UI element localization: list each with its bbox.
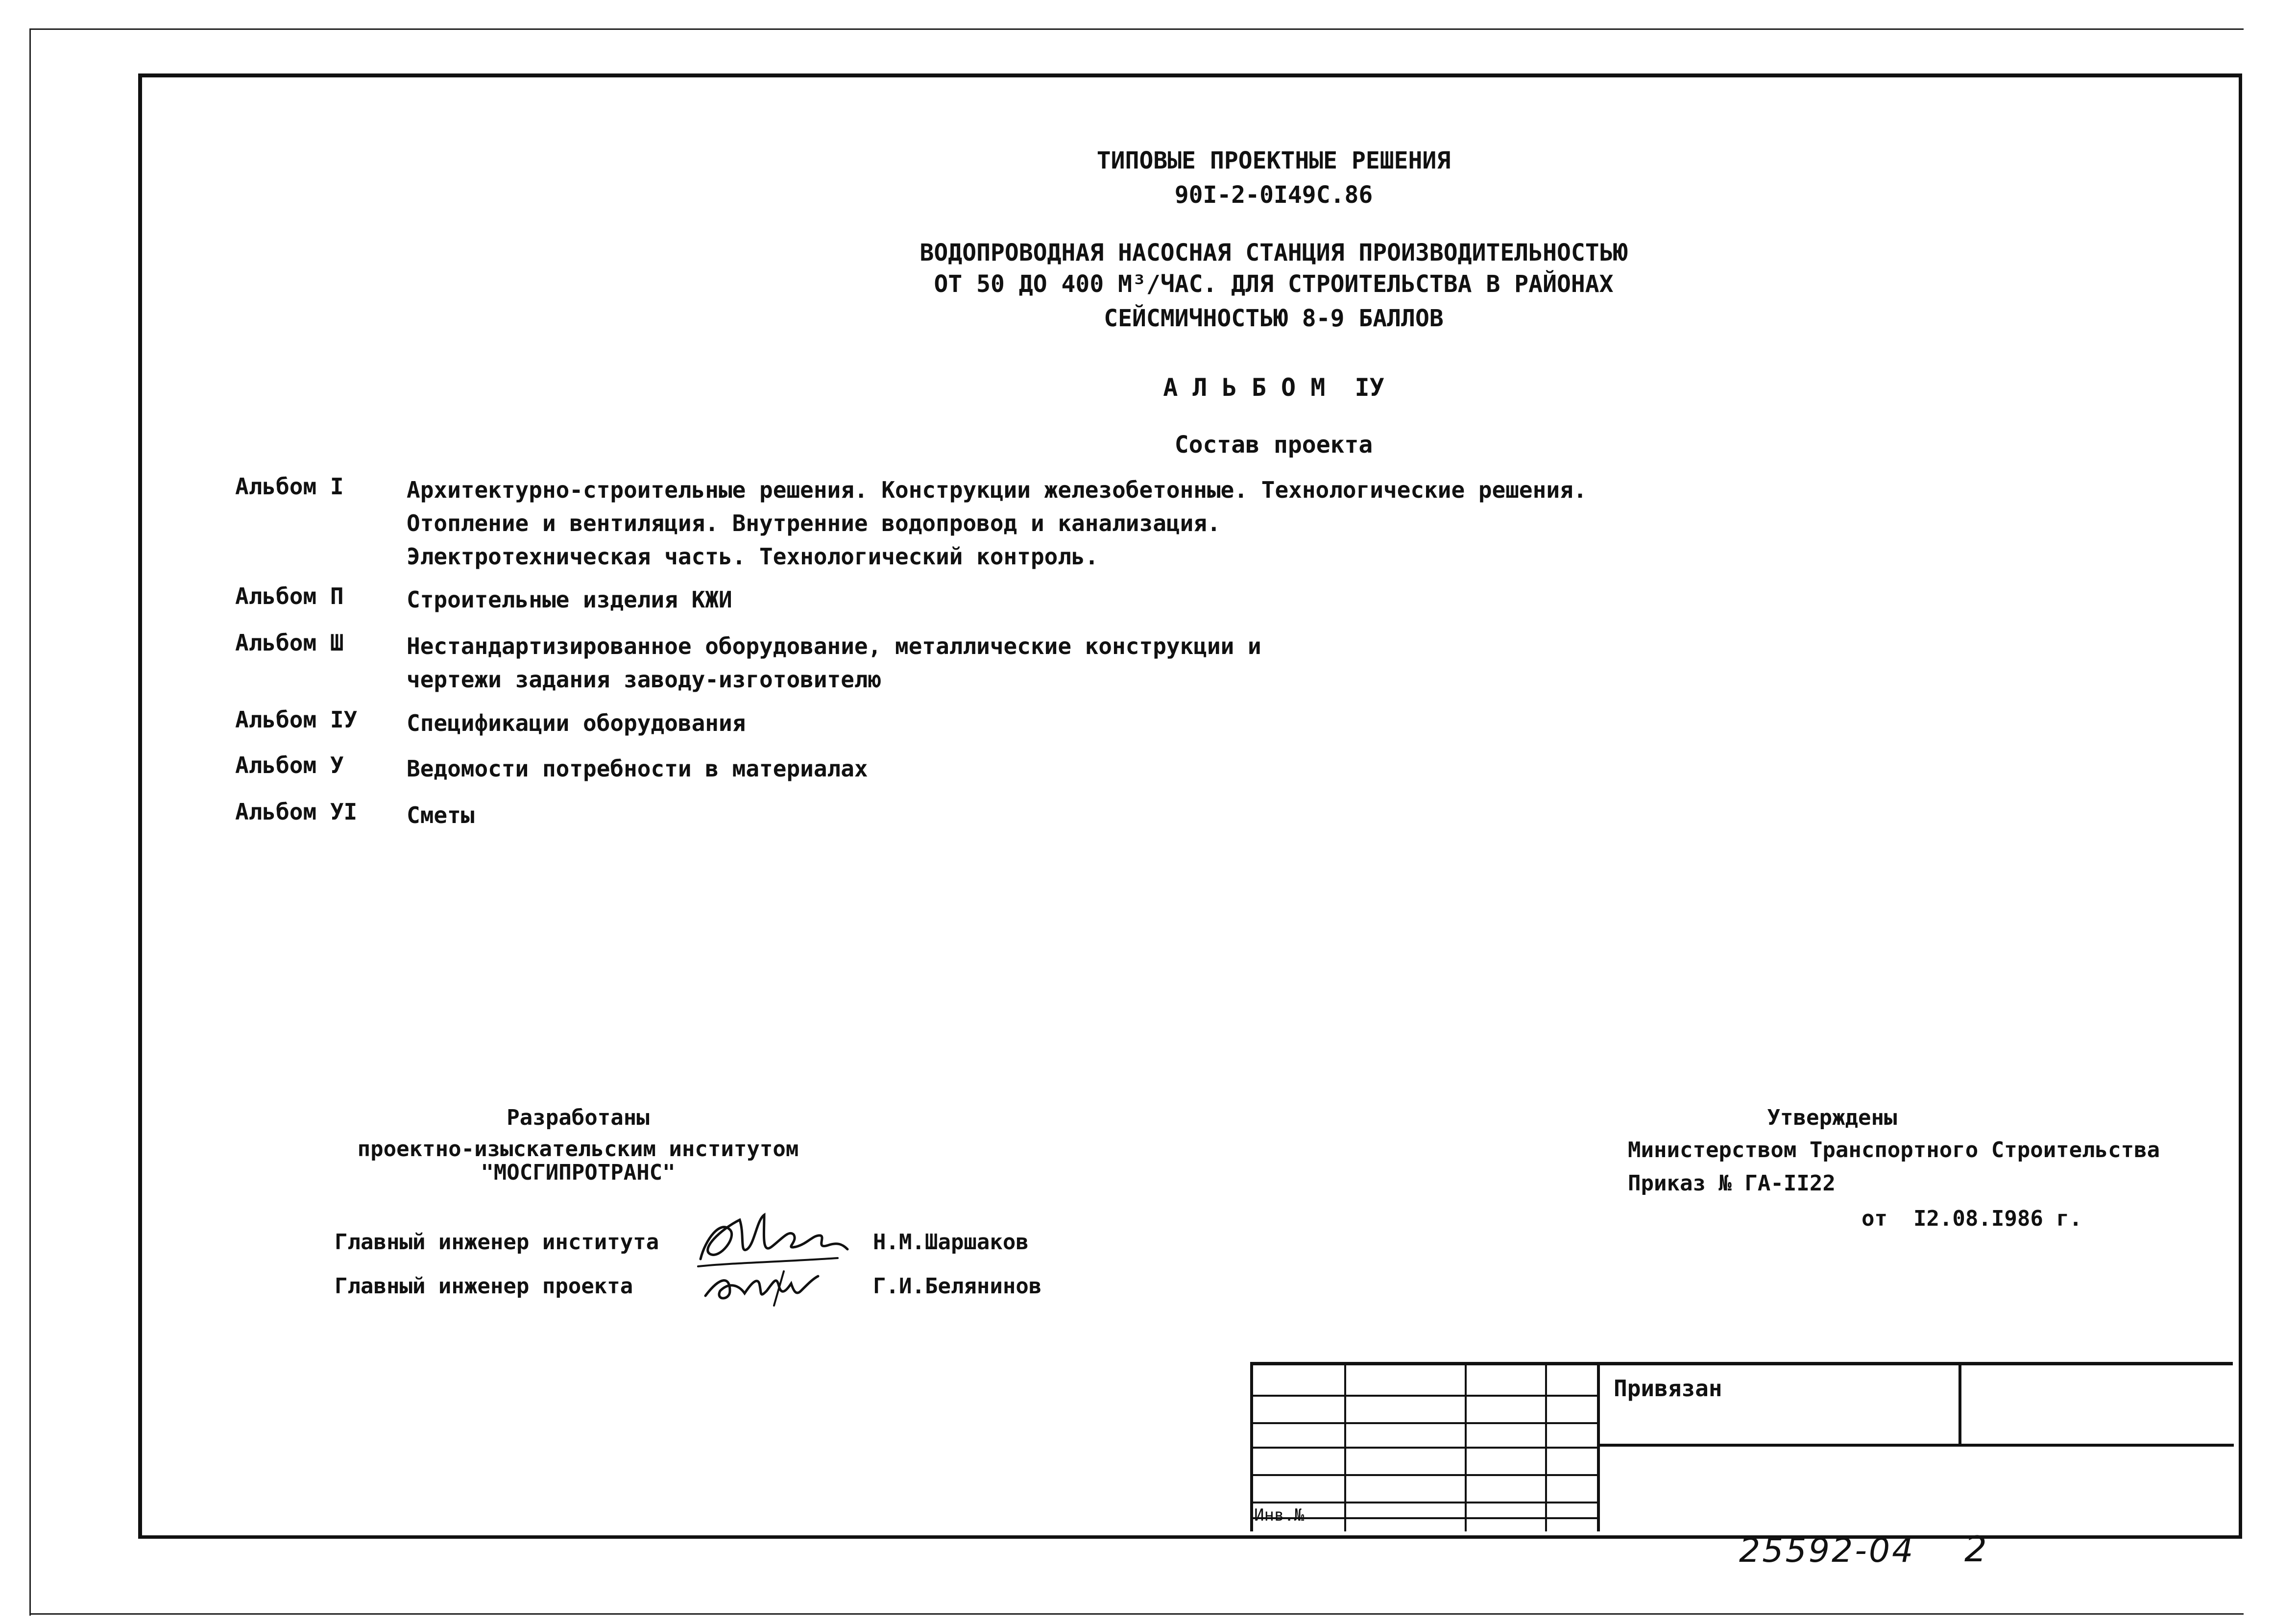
series-title: ТИПОВЫЕ ПРОЕКТНЫЕ РЕШЕНИЯ	[1096, 147, 1451, 174]
scan-edge-bottom	[29, 1613, 2244, 1615]
chief-project-label: Главный инженер проекта	[335, 1274, 633, 1299]
title-stamp	[1250, 1362, 2233, 1531]
album-row-6	[235, 799, 474, 832]
stamp-hline	[1253, 1502, 1597, 1503]
scan-edge-left	[29, 28, 31, 1616]
project-title-line-1: ВОДОПРОВОДНАЯ НАСОСНАЯ СТАНЦИЯ ПРОИЗВОДИТЕЛЬНОСТЬЮ	[919, 239, 1628, 267]
developed-heading: Разработаны	[507, 1105, 650, 1130]
album-heading: А Л Ь Б О М IУ	[1163, 373, 1384, 402]
project-title-line-2: ОТ 50 ДО 400 М³/ЧАС. ДЛЯ СТРОИТЕЛЬСТВА В РАЙОНАХ	[934, 270, 1614, 298]
stamp-hline	[1253, 1474, 1597, 1476]
album-row-5	[235, 752, 868, 785]
album-desc-line: Ведомости потребности в материалах	[407, 755, 868, 782]
album-desc-line: Сметы	[407, 802, 475, 828]
album-code: Альбом У	[235, 752, 344, 778]
composition-heading: Состав проекта	[1174, 431, 1373, 459]
album-desc-line: Спецификации оборудования	[407, 710, 746, 736]
approved-ministry: Министерством Транспортного Строительства	[1628, 1138, 2160, 1163]
approved-date: от I2.08.I986 г.	[1862, 1206, 2082, 1231]
album-desc-line: Электротехническая часть. Технологический контроль.	[407, 543, 1099, 570]
stamp-hline	[1253, 1422, 1597, 1424]
album-code: Альбом УI	[235, 799, 358, 825]
scan-edge-top	[29, 28, 2244, 30]
album-desc-line: Нестандартизированное оборудование, металлические конструкции и	[407, 633, 1261, 659]
stamp-inv-label: Инв.№	[1254, 1505, 1305, 1525]
album-code: Альбом П	[235, 583, 344, 609]
chief-project-name: Г.И.Белянинов	[873, 1274, 1042, 1299]
album-row-2	[235, 583, 732, 616]
album-row-4	[235, 706, 746, 740]
stamp-hline	[1253, 1517, 1597, 1519]
album-desc-line: Архитектурно-строительные решения. Конструкции железобетонные. Технологические решения.	[407, 477, 1587, 503]
album-desc-line: чертежи задания заводу-изготовителю	[407, 666, 882, 693]
album-row-3	[235, 630, 1261, 696]
chief-institute-label: Главный инженер института	[335, 1230, 659, 1255]
album-code: Альбом Ш	[235, 630, 344, 656]
chief-institute-name: Н.М.Шаршаков	[873, 1230, 1029, 1255]
album-code: Альбом IУ	[235, 706, 358, 733]
project-title-line-3: СЕЙСМИЧНОСТЬЮ 8-9 БАЛЛОВ	[1104, 305, 1444, 332]
album-desc-line: Отопление и вентиляция. Внутренние водопровод и канализация.	[407, 510, 1221, 536]
approved-order: Приказ № ГА-II22	[1628, 1171, 1836, 1196]
stamp-hline	[1597, 1444, 2234, 1447]
signature-chief-project	[701, 1257, 847, 1310]
stamp-vline	[1959, 1365, 1961, 1444]
stamp-vline	[1597, 1365, 1600, 1531]
album-row-1	[235, 473, 1587, 573]
series-code: 90I-2-0I49С.86	[1174, 181, 1373, 209]
approved-heading: Утверждены	[1767, 1105, 1897, 1130]
page-number: 2	[1964, 1528, 1987, 1570]
developed-institute-name: "МОСГИПРОТРАНС"	[481, 1160, 676, 1185]
developed-institute: проектно-изыскательским институтом	[357, 1137, 799, 1162]
album-code: Альбом I	[235, 473, 344, 500]
stamp-hline	[1253, 1447, 1597, 1449]
album-desc-line: Строительные изделия КЖИ	[407, 586, 732, 613]
sheet-code: 25592-04	[1739, 1531, 1915, 1570]
stamp-bound-label: Привязан	[1614, 1375, 1722, 1402]
stamp-hline	[1253, 1395, 1597, 1397]
